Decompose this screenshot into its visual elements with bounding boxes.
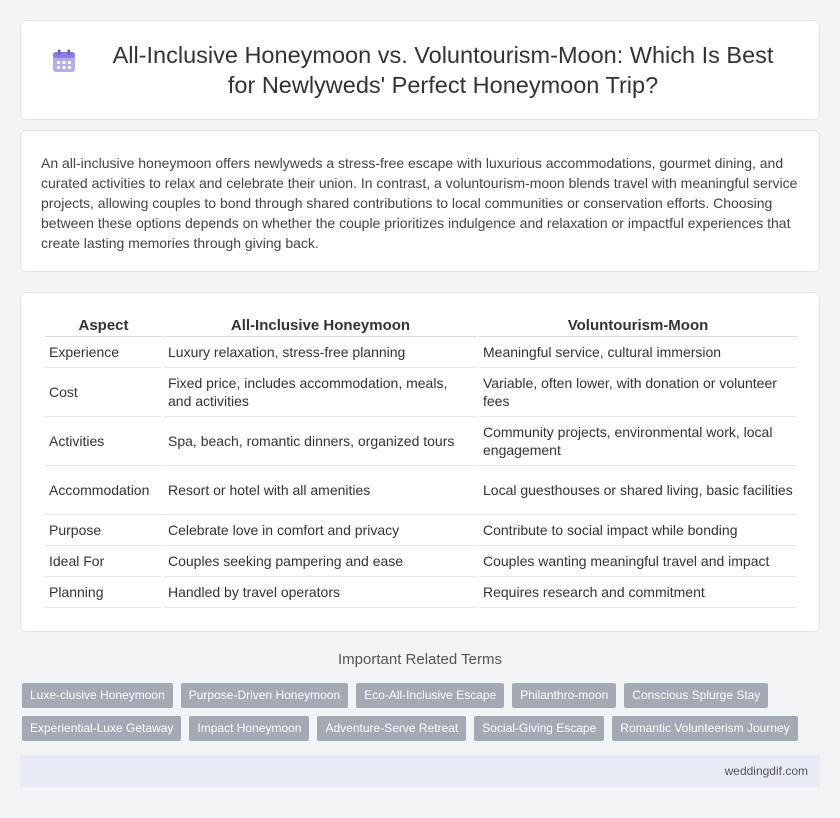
related-terms-tags xyxy=(22,683,822,749)
page-title: All-Inclusive Honeymoon vs. Voluntourism-Moon: Which Is Best for Newlyweds' Perfect Honeymoon Trip? xyxy=(112,42,774,98)
intro-paragraph: An all-inclusive honeymoon offers newlyweds a stress-free escape with luxurious accommodations, gourmet dining, and curated activities to relax and celebrate their union. In contrast, a voluntourism-moon blends travel with meaningful service projects, allowing couples to bond through shared contributions to local communities or conservation efforts. Choosing between these options depends on whether the couple prioritizes indulgence and relaxation or impactful experiences that create lasting memories through giving back. xyxy=(41,155,798,251)
comparison-table xyxy=(43,311,799,608)
calendar-icon xyxy=(51,48,77,74)
header-voluntourism: Voluntourism-Moon xyxy=(479,311,797,337)
table-row xyxy=(45,368,797,417)
table-row xyxy=(45,466,797,515)
comparison-card xyxy=(20,292,820,632)
header-aspect: Aspect xyxy=(45,311,162,337)
tag-luxe-clusive-honeymoon[interactable]: Luxe-clusive Honeymoon xyxy=(22,683,173,708)
table-row xyxy=(45,417,797,466)
tag-adventure-serve-retreat[interactable]: Adventure-Serve Retreat xyxy=(317,716,466,741)
tag-social-giving-escape[interactable]: Social-Giving Escape xyxy=(474,716,604,741)
cell-aspect: Ideal For xyxy=(45,546,162,577)
related-terms-title: Important Related Terms xyxy=(338,651,502,668)
cell-aspect: Cost xyxy=(45,368,162,417)
footer xyxy=(20,755,820,787)
cell-voluntourism: Variable, often lower, with donation or volunteer fees xyxy=(479,368,797,417)
table-row xyxy=(45,577,797,608)
cell-all-inclusive: Luxury relaxation, stress-free planning xyxy=(164,337,477,368)
tag-conscious-splurge-stay[interactable]: Conscious Splurge Stay xyxy=(624,683,768,708)
tag-impact-honeymoon[interactable]: Impact Honeymoon xyxy=(189,716,309,741)
cell-all-inclusive: Couples seeking pampering and ease xyxy=(164,546,477,577)
table-header-row xyxy=(45,311,797,337)
cell-voluntourism: Requires research and commitment xyxy=(479,577,797,608)
cell-all-inclusive: Spa, beach, romantic dinners, organized tours xyxy=(164,417,477,466)
intro-card xyxy=(20,130,820,272)
cell-aspect: Activities xyxy=(45,417,162,466)
cell-voluntourism: Local guesthouses or shared living, basic facilities xyxy=(479,466,797,515)
header-all-inclusive: All-Inclusive Honeymoon xyxy=(164,311,477,337)
cell-aspect: Accommodation xyxy=(45,466,162,515)
table-row xyxy=(45,546,797,577)
cell-all-inclusive: Resort or hotel with all amenities xyxy=(164,466,477,515)
tag-purpose-driven-honeymoon[interactable]: Purpose-Driven Honeymoon xyxy=(181,683,348,708)
tag-row-2 xyxy=(22,716,822,741)
cell-voluntourism: Couples wanting meaningful travel and impact xyxy=(479,546,797,577)
tag-experiential-luxe-getaway[interactable]: Experiential-Luxe Getaway xyxy=(22,716,181,741)
cell-voluntourism: Contribute to social impact while bonding xyxy=(479,515,797,546)
cell-all-inclusive: Fixed price, includes accommodation, meals, and activities xyxy=(164,368,477,417)
cell-aspect: Experience xyxy=(45,337,162,368)
footer-site-link[interactable]: weddingdif.com xyxy=(724,764,808,778)
cell-aspect: Planning xyxy=(45,577,162,608)
cell-voluntourism: Meaningful service, cultural immersion xyxy=(479,337,797,368)
tag-romantic-volunteerism-journey[interactable]: Romantic Volunteerism Journey xyxy=(612,716,797,741)
cell-all-inclusive: Celebrate love in comfort and privacy xyxy=(164,515,477,546)
cell-all-inclusive: Handled by travel operators xyxy=(164,577,477,608)
cell-voluntourism: Community projects, environmental work, local engagement xyxy=(479,417,797,466)
tag-eco-all-inclusive-escape[interactable]: Eco-All-Inclusive Escape xyxy=(356,683,504,708)
table-row xyxy=(45,515,797,546)
title-card xyxy=(20,20,820,120)
table-row xyxy=(45,337,797,368)
cell-aspect: Purpose xyxy=(45,515,162,546)
tag-row-1 xyxy=(22,683,822,708)
title-wrap xyxy=(51,40,789,100)
tag-philanthro-moon[interactable]: Philanthro-moon xyxy=(512,683,616,708)
